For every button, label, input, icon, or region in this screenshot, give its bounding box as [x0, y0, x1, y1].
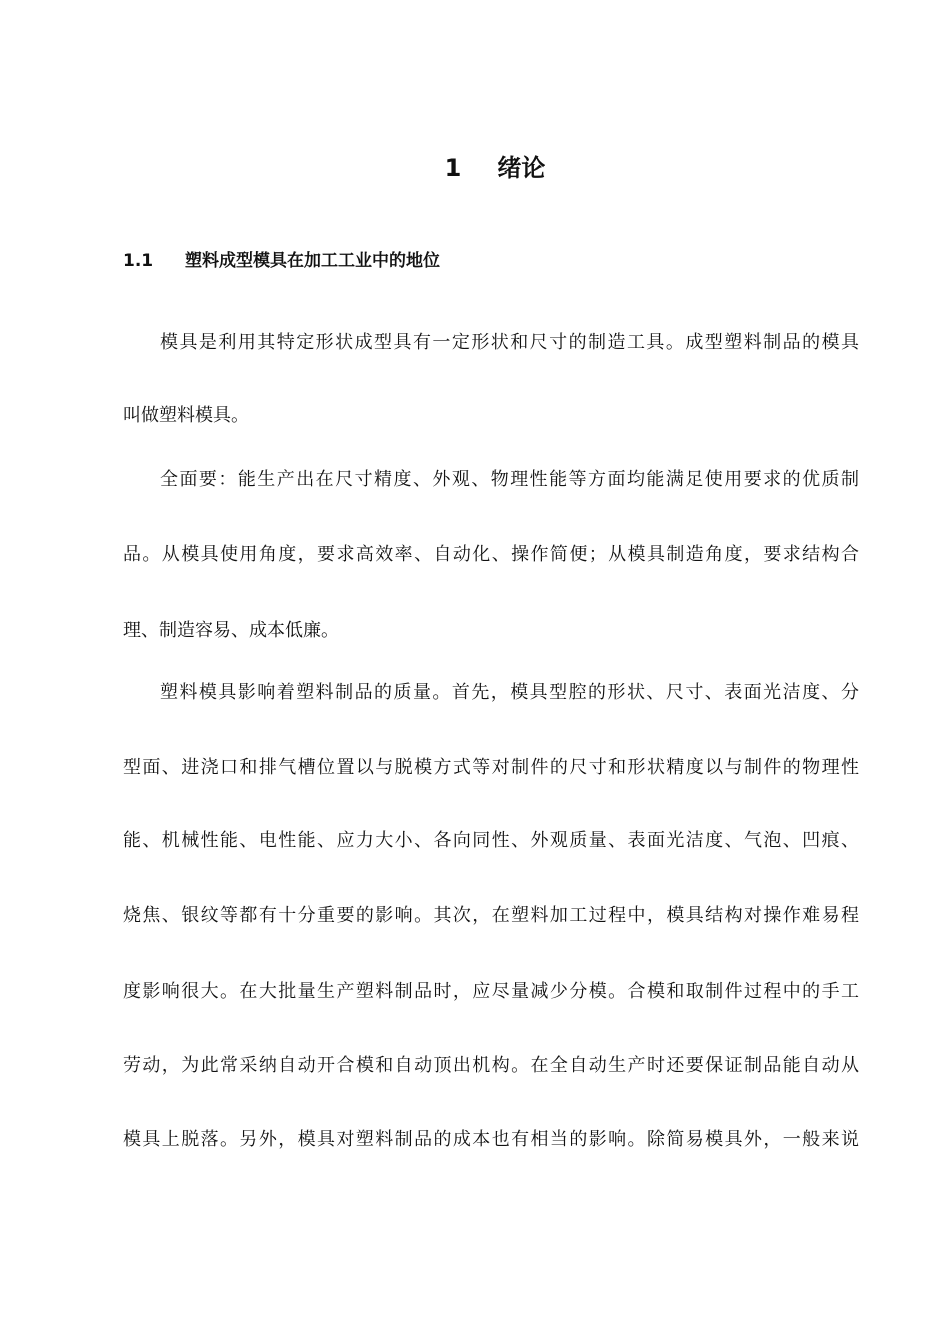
paragraph-line: 全面要：能生产出在尺寸精度、外观、物理性能等方面均能满足使用要求的优质制: [160, 469, 859, 490]
paragraph-line: 劳动，为此常采纳自动开合模和自动顶出机构。在全自动生产时还要保证制品能自动从: [123, 1055, 859, 1076]
paragraph-line: 塑料模具影响着塑料制品的质量。首先，模具型腔的形状、尺寸、表面光洁度、分: [160, 682, 859, 703]
chapter-title-text: 绪论: [497, 154, 546, 182]
paragraph-line: 度影响很大。在大批量生产塑料制品时，应尽量减少分模。合模和取制件过程中的手工: [123, 981, 859, 1002]
paragraph-line: 能、机械性能、电性能、应力大小、各向同性、外观质量、表面光洁度、气泡、凹痕、: [123, 830, 859, 851]
paragraph-line: 叫做塑料模具。: [123, 405, 249, 426]
paragraph-line: 品。从模具使用角度，要求高效率、自动化、操作简便；从模具制造角度，要求结构合: [123, 544, 859, 565]
paragraph-line: 模具是利用其特定形状成型具有一定形状和尺寸的制造工具。成型塑料制品的模具: [160, 332, 859, 353]
section-heading: [123, 247, 440, 275]
section-title-text: 塑料成型模具在加工工业中的地位: [185, 251, 440, 271]
chapter-title: [0, 150, 950, 186]
chapter-number: 1: [444, 154, 462, 182]
paragraph-line: 理、制造容易、成本低廉。: [123, 620, 339, 641]
paragraph-line: 模具上脱落。另外，模具对塑料制品的成本也有相当的影响。除简易模具外，一般来说: [123, 1129, 859, 1150]
paragraph-line: 烧焦、银纹等都有十分重要的影响。其次，在塑料加工过程中，模具结构对操作难易程: [123, 905, 859, 926]
paragraph-line: 型面、进浇口和排气槽位置以与脱模方式等对制件的尺寸和形状精度以与制件的物理性: [123, 757, 859, 778]
section-number: 1.1: [123, 251, 154, 271]
